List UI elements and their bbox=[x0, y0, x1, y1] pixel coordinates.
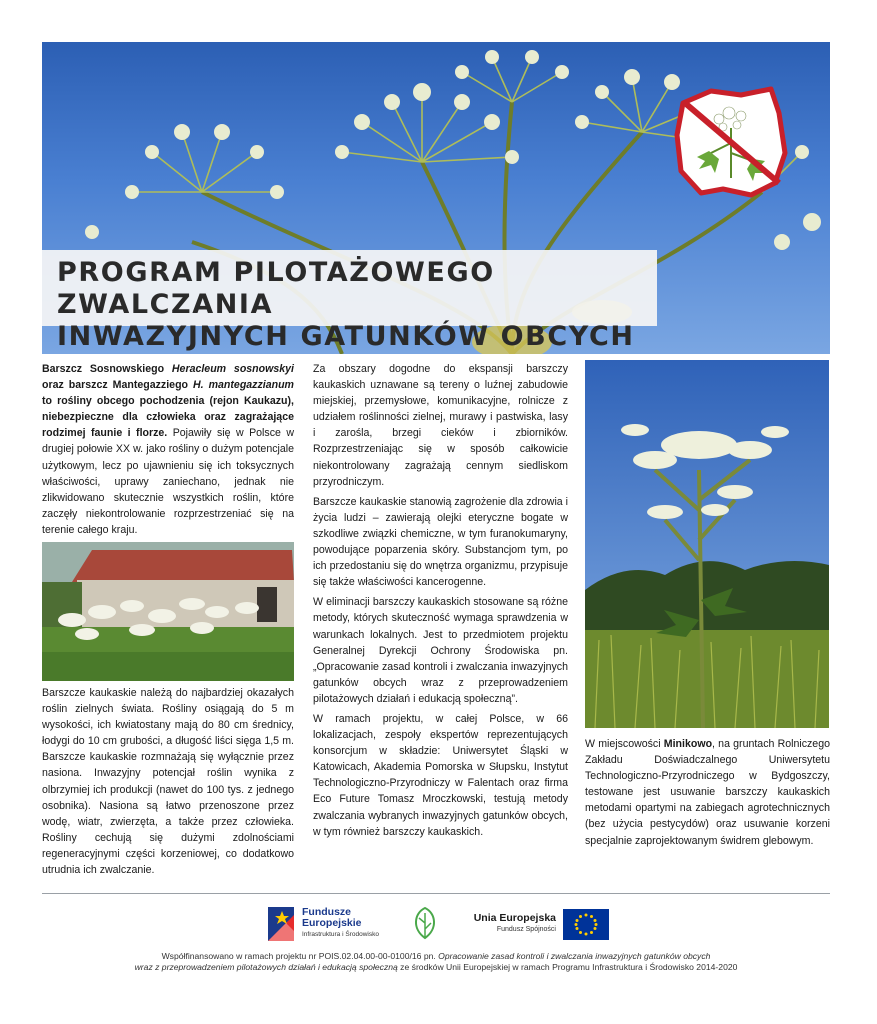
paragraph-project: W ramach projektu, w całej Polsce, w 66 lokalizacjach, zespoły ekspertów reprezentujących konsorcjum w składzie: Uniwersytet Śląski w Katowicach, Akademia Pomorska w Słupsku, Instytut Technologiczno-Przyrodniczy w Falentach oraz firma Eco Future Tomasz Mroczkowski, testują metody zwalczania wybranych inwazyjnych gatunków obcych, w tym również barszczy kaukaskich. bbox=[313, 712, 568, 838]
eu-flag-icon bbox=[563, 909, 609, 940]
title-line-1: PROGRAM PILOTAŻOWEGO ZWALCZANIA bbox=[57, 257, 495, 320]
fundusze-europejskie-logo bbox=[266, 905, 406, 945]
paragraph-health-risk: Barszcze kaukaskie stanowią zagrożenie dla zdrowia i życia ludzi – zawierają olejki eteryczne bogate w szkodliwe związki chemiczne, w tym furanokumaryny, powodujące poparzenia skóry. Substancjom tym, po ich przedostaniu się do wnętrza organizmu, przypisuje się także właściwości kancerogenne. bbox=[313, 495, 568, 589]
page-title bbox=[57, 257, 657, 353]
footer-l2a: wraz z przeprowadzeniem pilotażowych działań i edukacją społeczną bbox=[134, 962, 398, 972]
title-box bbox=[42, 250, 657, 352]
footer-divider bbox=[42, 893, 830, 894]
middle-column bbox=[313, 361, 568, 844]
ue-line-2: Fundusz Spójności bbox=[496, 926, 556, 933]
intro-rest: Pojawiły się w Polsce w drugiej połowie XX w. jako rośliny o dużym potencjale użytkowym, lecz po ujawnieniu się ich toksycznych właściwości, uprawy zaniechano, jednak nie zlikwidowano skutecznie wszystkich roślin, które zaczęły niekontrolowanie rozprzestrzeniać się na terenie całego kraju. bbox=[42, 427, 294, 536]
fe-line-1: Fundusze bbox=[302, 906, 351, 918]
fe-line-3: Infrastruktura i Środowisko bbox=[302, 931, 379, 938]
no-hogweed-poland-icon bbox=[671, 83, 791, 201]
minikowo-paragraph bbox=[585, 736, 830, 849]
fe-star-icon bbox=[266, 905, 300, 945]
paragraph-habitats: Za obszary dogodne do ekspansji barszczy kaukaskich uznawane są tereny o luźnej zabudowie miejskiej, przemysłowe, komunikacyjne, rolnicze z udziałem roślinności zielnej, murawy i pastwiska, lasy i zarośla, brzegi cieków i zbiorników. Rozprzestrzeniając się w sposób całkowicie niekontrolowany zagrażają cennym siedliskom przyrodniczym. bbox=[313, 363, 568, 488]
hogweed-field-photo bbox=[42, 542, 294, 681]
intro-species-1: Heracleum sosnowskyi bbox=[171, 363, 294, 375]
tall-hogweed-photo bbox=[585, 360, 829, 728]
footer-l1a: Współfinansowano w ramach projektu nr POIS.02.04.00-00-0100/16 pn. bbox=[161, 951, 439, 961]
environment-leaf-logo bbox=[410, 905, 450, 945]
minikowo-place: Minikowo bbox=[663, 738, 713, 750]
intro-bold-2: oraz barszcz Mantegazziego bbox=[42, 379, 194, 392]
cofinancing-note bbox=[42, 951, 830, 973]
description-text: Barszcze kaukaskie należą do najbardziej okazałych roślin zielnych świata. Rośliny osiągają do 5 m wysokości, ich kwiatostany mają do 80 cm średnicy, łodygi do 10 cm grubości, a długość liści sięga 1,5 m. Barszcze kaukaskie rozmnażają się wyłącznie przez nasiona. Inwazyjny potencjał roślin wynika z olbrzymiej ich produkcji (nawet do 100 tys. z jednego osobnika). Nasiona są łatwo przenoszone przez wodę, wiatr, zwierzęta, a także przez człowieka. Rośliny cechują się dużymi zdolnościami regeneracyjnymi części korzeniowej, co dodatkowo utrudnia ich zwalczanie. bbox=[42, 687, 294, 877]
unia-europejska-logo bbox=[472, 905, 617, 945]
fe-line-2: Europejskie bbox=[302, 917, 362, 929]
footer-l1b: Opracowanie zasad kontroli i zwalczania inwazyjnych gatunków obcych bbox=[438, 951, 711, 961]
intro-species-2: H. mantegazzianum bbox=[193, 379, 294, 392]
minikowo-text: , na gruntach Rolniczego Zakładu Doświadczalnego Uniwersytetu Technologiczno-Przyrodniczego w Bydgoszczy, testowane jest usuwanie barszczy kaukaskich metodami opartymi na zabiegach agrotechnicznych (bez użycia pestycydów) oraz usuwanie korzeni specjalnie zaprojektowanym świdrem glebowym. bbox=[585, 738, 830, 847]
ue-line-1: Unia Europejska bbox=[473, 912, 556, 924]
title-line-2: INWAZYJNYCH GATUNKÓW OBCYCH bbox=[57, 321, 635, 352]
intro-bold-1: Barszcz Sosnowskiego bbox=[42, 363, 172, 375]
description-paragraph bbox=[42, 685, 294, 878]
minikowo-pre: W miejscowości bbox=[585, 738, 664, 750]
footer-l2b: ze środków Unii Europejskiej w ramach Programu Infrastruktura i Środowisko 2014-2020 bbox=[397, 962, 738, 972]
paragraph-methods: W eliminacji barszczy kaukaskich stosowane są różne metody, których skuteczność wymaga sprawdzenia w warunkach lokalnych. Jest to przedmiotem projektu Generalnej Dyrekcji Ochrony Środowiska pn. „Opracowanie zasad kontroli i zwalczania inwazyjnych gatunków obcych wraz z przeprowadzeniem pilotażowych działań i edukacją społeczną”. bbox=[313, 596, 568, 705]
intro-bold-3: to rośliny obcego pochodzenia (rejon Kaukazu), niebezpieczne dla człowieka oraz zagrażające rodzimej faunie i florze. bbox=[42, 395, 294, 440]
intro-paragraph bbox=[42, 361, 294, 538]
leaf-icon bbox=[410, 905, 440, 941]
